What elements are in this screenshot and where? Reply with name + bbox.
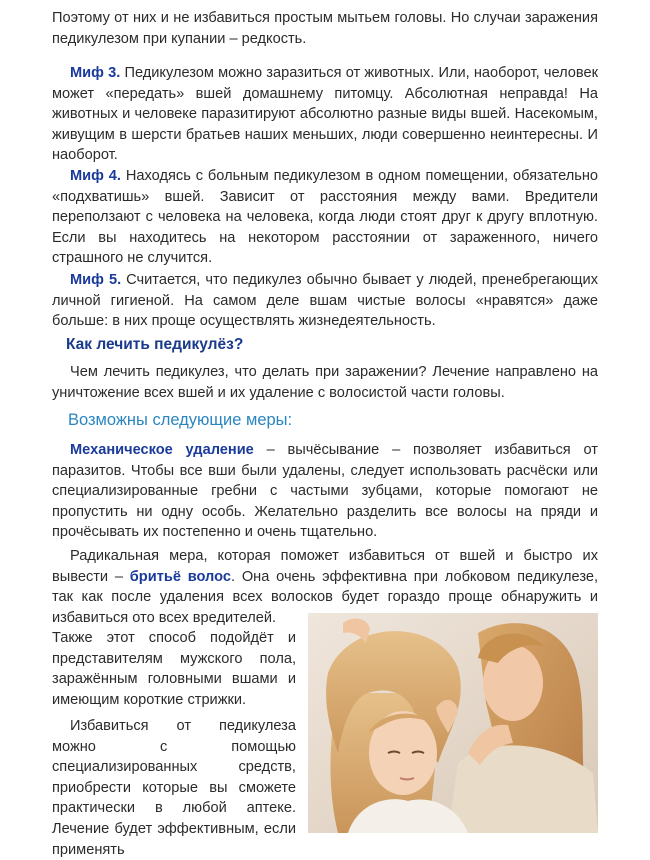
myth-5-label: Миф 5.: [70, 272, 122, 288]
mechanical-removal-text: – вычёсывание – позволяет избавиться от паразитов. Чтобы все вши были удалены, следует использовать расчёски или специализированные гребни с частыми зубцами, которые помогают не пропустить ни одну особь. Желательно разделить все волосы на пряди и прочёсывать их постепенно и очень тщательно.: [52, 442, 598, 541]
mechanical-removal-label: Механическое удаление: [70, 442, 254, 458]
myth-4-label: Миф 4.: [70, 168, 121, 184]
treatment-paragraph: Чем лечить педикулез, что делать при заражении? Лечение направлено на уничтожение всех вшей и их удаление с волосистой части головы.: [52, 364, 598, 401]
myth-4-paragraph: [52, 166, 598, 269]
remedies-paragraph: Избавиться от педикулеза можно с помощью специализированных средств, приобрести которые вы сможете практически в любой аптеке. Лечение будет эффективным, если применять: [52, 718, 296, 858]
photo-mother-checking-girl-hair: [308, 613, 598, 833]
myth-3-paragraph: [52, 63, 598, 166]
section-heading-treatment: Как лечить педикулёз?: [66, 336, 244, 353]
shaving-text-before: Радикальная мера, которая поможет избавиться от вшей и быстро их вывести –: [52, 548, 598, 585]
myth-4-text: Находясь с больным педикулезом в одном помещении, обязательно «подхватишь» вшей. Зависит от расстояния между вами. Вредители переползают с человека на человека, когда люди стоят друг к другу вплотную. Если вы находитесь на некотором расстоянии от зараженного, ничего страшного не случится.: [52, 168, 598, 267]
section-heading-measures: Возможны следующие меры:: [68, 411, 293, 429]
shaving-continuation: Также этот способ подойдёт и представителям мужского пола, заражённым головными вшами и имеющим короткие стрижки.: [52, 630, 296, 708]
myth-5-paragraph: [52, 270, 598, 332]
myth-3-label: Миф 3.: [70, 65, 121, 81]
myth-3-text: Педикулезом можно заразиться от животных. Или, наоборот, человек может «передать» вшей домашнему питомцу. Абсолютная неправда! На животных и человеке паразитируют абсолютно разные виды вшей. Насекомым, живущим в шерсти братьев наших меньших, люди совершенно неинтересны. И наоборот.: [52, 65, 599, 164]
shaving-label: бритьё волос: [129, 568, 231, 585]
myth-5-text: Считается, что педикулез обычно бывает у людей, пренебрегающих личной гигиеной. На самом деле вшам чистые волосы «нравятся» даже больше: в них проще осуществлять жизнедеятельность.: [52, 272, 598, 330]
mechanical-removal-paragraph: [52, 440, 598, 543]
shaving-text-after: . Она очень эффективна при лобковом педикулезе, так как после удаления всех волосков будет гораздо проще обнаружить и избавиться ото всех вредителей.: [52, 568, 599, 626]
intro-paragraph: Поэтому от них и не избавиться простым мытьем головы. Но случаи заражения педикулезом при купании – редкость.: [52, 10, 598, 47]
